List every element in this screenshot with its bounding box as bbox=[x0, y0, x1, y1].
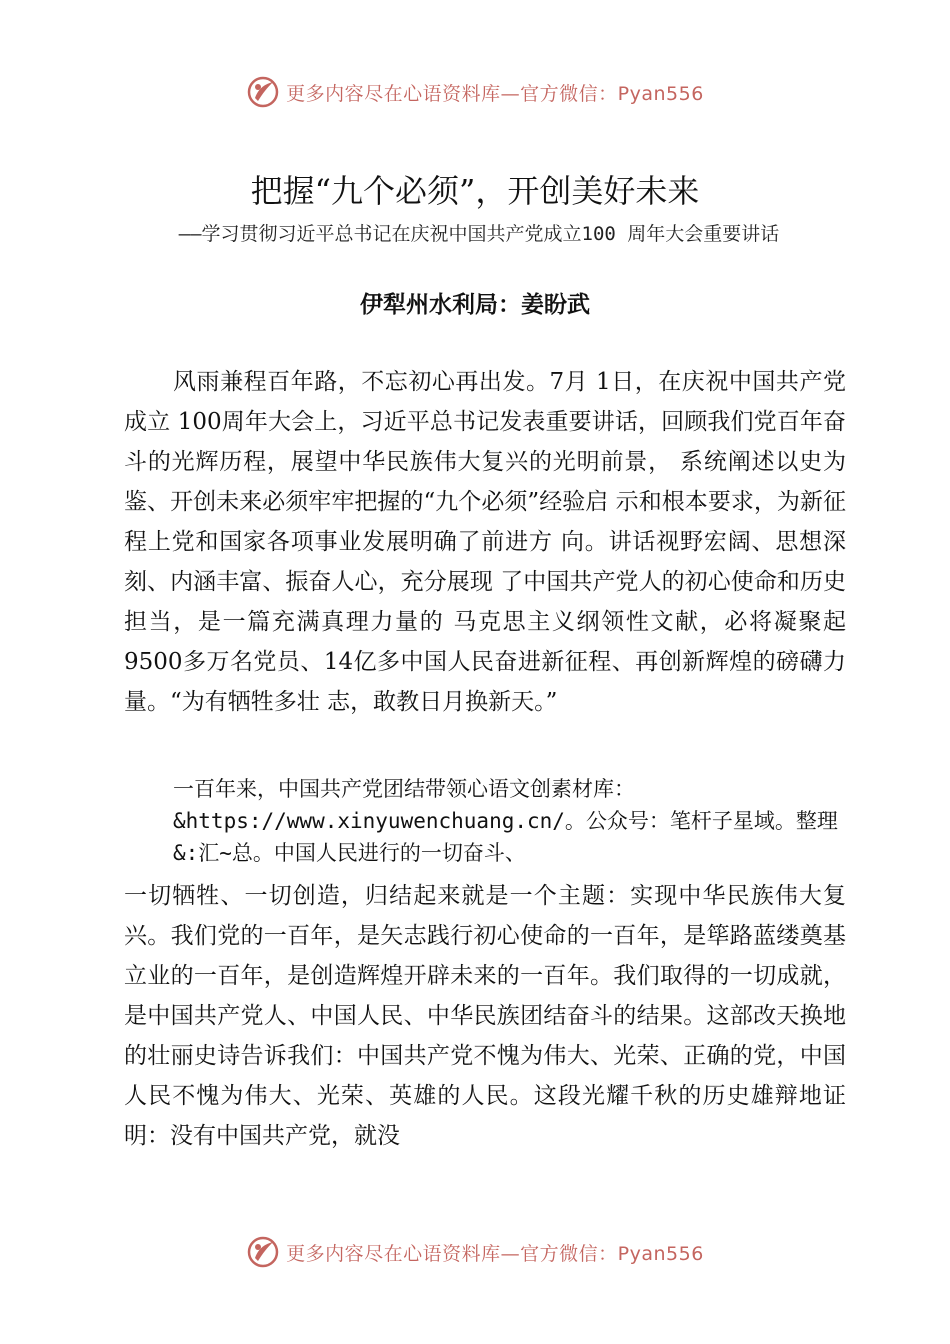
footer-banner bbox=[0, 1232, 950, 1272]
brand-logo-icon bbox=[246, 1235, 280, 1269]
wechat-id: Pyan556 bbox=[617, 1242, 704, 1265]
document-author: 伊犁州水利局：姜盼武 bbox=[360, 292, 590, 318]
document-subtitle: ——学习贯彻习近平总书记在庆祝中国共产党成立100 周年大会重要讲话 bbox=[178, 223, 780, 245]
document-title: 把握“九个必须”，开创美好未来 bbox=[250, 172, 700, 210]
header-banner bbox=[0, 72, 950, 112]
body-paragraph-1: 风雨兼程百年路，不忘初心再出发。7月 1日，在庆祝中国共产党成立 100周年大会上，习近平总书记发表重要讲话，回顾我们党百年奋斗的光辉历程，展望中华民族伟大复兴的光明前景， 系统阐述以史为鉴、开创未来必须牢牢把握的“九个必须”经验启 示和根本要求，为新征程上党和国家各项事业发展明确了前进方 向。讲话视野宏阔、思想深刻、内涵丰富、振奋人心，充分展现 了中国共产党人的初心使命和历史担当，是一篇充满真理力量的 马克思主义纲领性文献，必将凝聚起 9500多万名党员、14亿多中国人民奋进新征程、再创新辉煌的磅礴力量。“为有牺牲多壮 志，敢教日月换新天。” bbox=[124, 369, 846, 715]
banner-text: 更多内容尽在心语资料库—官方微信：Pyan556 bbox=[286, 82, 704, 105]
wechat-id: Pyan556 bbox=[617, 82, 704, 105]
banner-text: 更多内容尽在心语资料库—官方微信：Pyan556 bbox=[286, 1242, 704, 1265]
brand-logo-icon bbox=[246, 75, 280, 109]
body-paragraph-2: 一百年来，中国共产党团结带领心语文创素材库：&https://www.xinyuwenchuang.cn/。公众号：笔杆子星域。整理&:汇~总。中国人民进行的一切奋斗、 bbox=[173, 777, 838, 865]
body-paragraph-3: 一切牺牲、一切创造，归结起来就是一个主题：实现中华民族伟大复兴。我们党的一百年，是矢志践行初心使命的一百年，是筚路蓝缕奠基立业的一百年，是创造辉煌开辟未来的一百年。我们取得的一切成就，是中国共产党人、中国人民、中华民族团结奋斗的结果。这部改天换地的壮丽史诗告诉我们：中国共产党不愧为伟大、光荣、正确的党，中国人民不愧为伟大、光荣、英雄的人民。这段光耀千秋的历史雄辩地证明：没有中国共产党，就没 bbox=[124, 883, 846, 1149]
